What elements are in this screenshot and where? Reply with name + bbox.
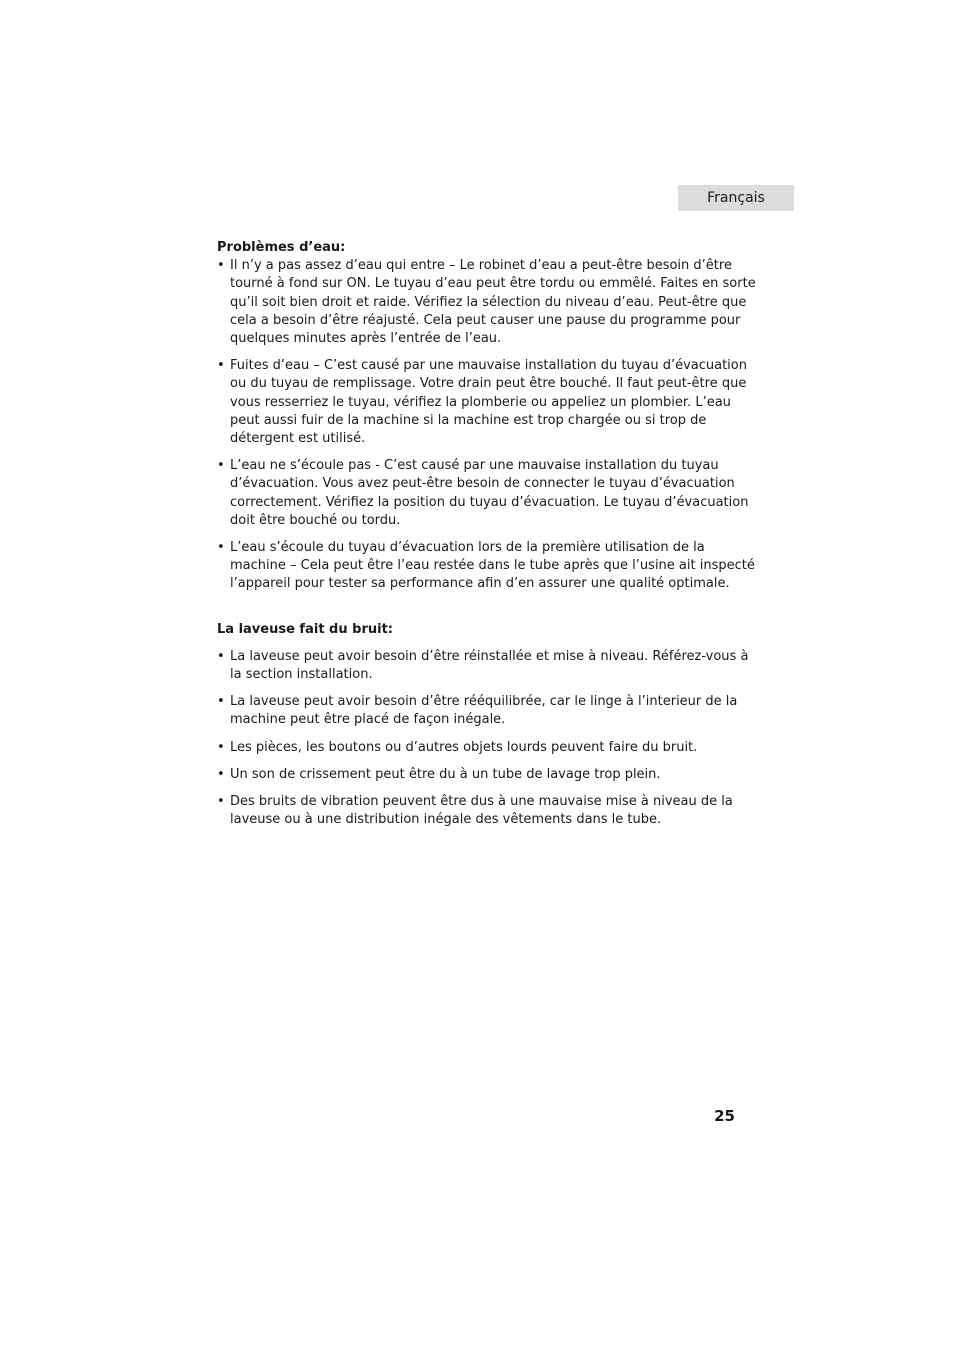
bullet: • (217, 358, 225, 374)
list-item (217, 539, 757, 594)
language-tab: Français (678, 185, 794, 211)
list-item-text: L’eau s’écoule du tuyau d’évacuation lors de la première utilisation de la machine – Cela peut être l’eau restée dans le tube après que l’usine ait inspecté l’appareil pour tester sa performance afin d’en assurer une qualité optimale. (230, 540, 755, 592)
list-item (217, 793, 757, 829)
water-problems-list (217, 257, 757, 593)
list-item-text: Des bruits de vibration peuvent être dus à une mauvaise mise à niveau de la laveuse ou à une distribution inégale des vêtements dans le tube. (230, 794, 733, 828)
list-item-text: Il n’y a pas assez d’eau qui entre – Le robinet d’eau a peut-être besoin d’être tourné à fond sur ON. Le tuyau d’eau peut être tordu ou emmêlé. Faites en sorte qu’il soit bien droit et raide. Vérifiez la sélection du niveau d’eau. Peut-être que cela a besoin d’être réajusté. Cela peut causer une pause du programme pour quelques minutes après l’entrée de l’eau. (230, 258, 756, 347)
list-item-text: L’eau ne s’écoule pas - C’est causé par une mauvaise installation du tuyau d’évacuation. Vous avez peut-être besoin de connecter le tuyau d’évacuation correctement. Vérifiez la position du tuyau d’évacuation. Le tuyau d’évacuation doit être bouché ou tordu. (230, 458, 749, 528)
noise-problems-list (217, 648, 757, 830)
list-item (217, 766, 757, 784)
list-item (217, 457, 757, 530)
page-content (217, 239, 757, 838)
bullet: • (217, 458, 225, 474)
list-item (217, 739, 757, 757)
list-item (217, 693, 757, 729)
bullet: • (217, 766, 225, 782)
list-item (217, 357, 757, 448)
list-item-text: Les pièces, les boutons ou d’autres objets lourds peuvent faire du bruit. (230, 739, 698, 755)
bullet: • (217, 648, 225, 664)
bullet: • (217, 739, 225, 755)
list-item-text: La laveuse peut avoir besoin d’être réinstallée et mise à niveau. Référez-vous à la section installation. (230, 648, 749, 683)
bullet: • (217, 540, 225, 556)
bullet: • (217, 258, 225, 274)
section-title-noise: La laveuse fait du bruit: (217, 621, 393, 637)
list-item-text: La laveuse peut avoir besoin d’être rééquilibrée, car le linge à l’interieur de la machine peut être placé de façon inégale. (230, 694, 738, 728)
list-item-text: Un son de crissement peut être du à un tube de lavage trop plein. (230, 766, 661, 782)
list-item-text: Fuites d’eau – C’est causé par une mauvaise installation du tuyau d’évacuation ou du tuyau de remplissage. Votre drain peut être bouché. Il faut peut-être que vous resserriez le tuyau, vérifiez la plomberie ou appeliez un plombier. L’eau peut aussi fuir de la machine si la machine est trop chargée ou si trop de détergent est utilisé. (230, 358, 747, 447)
list-item (217, 648, 757, 684)
page-number: 25 (714, 1107, 735, 1125)
section-title-water-problems: Problèmes d’eau: (217, 240, 346, 255)
bullet: • (217, 694, 225, 710)
bullet: • (217, 794, 225, 810)
list-item (217, 257, 757, 348)
